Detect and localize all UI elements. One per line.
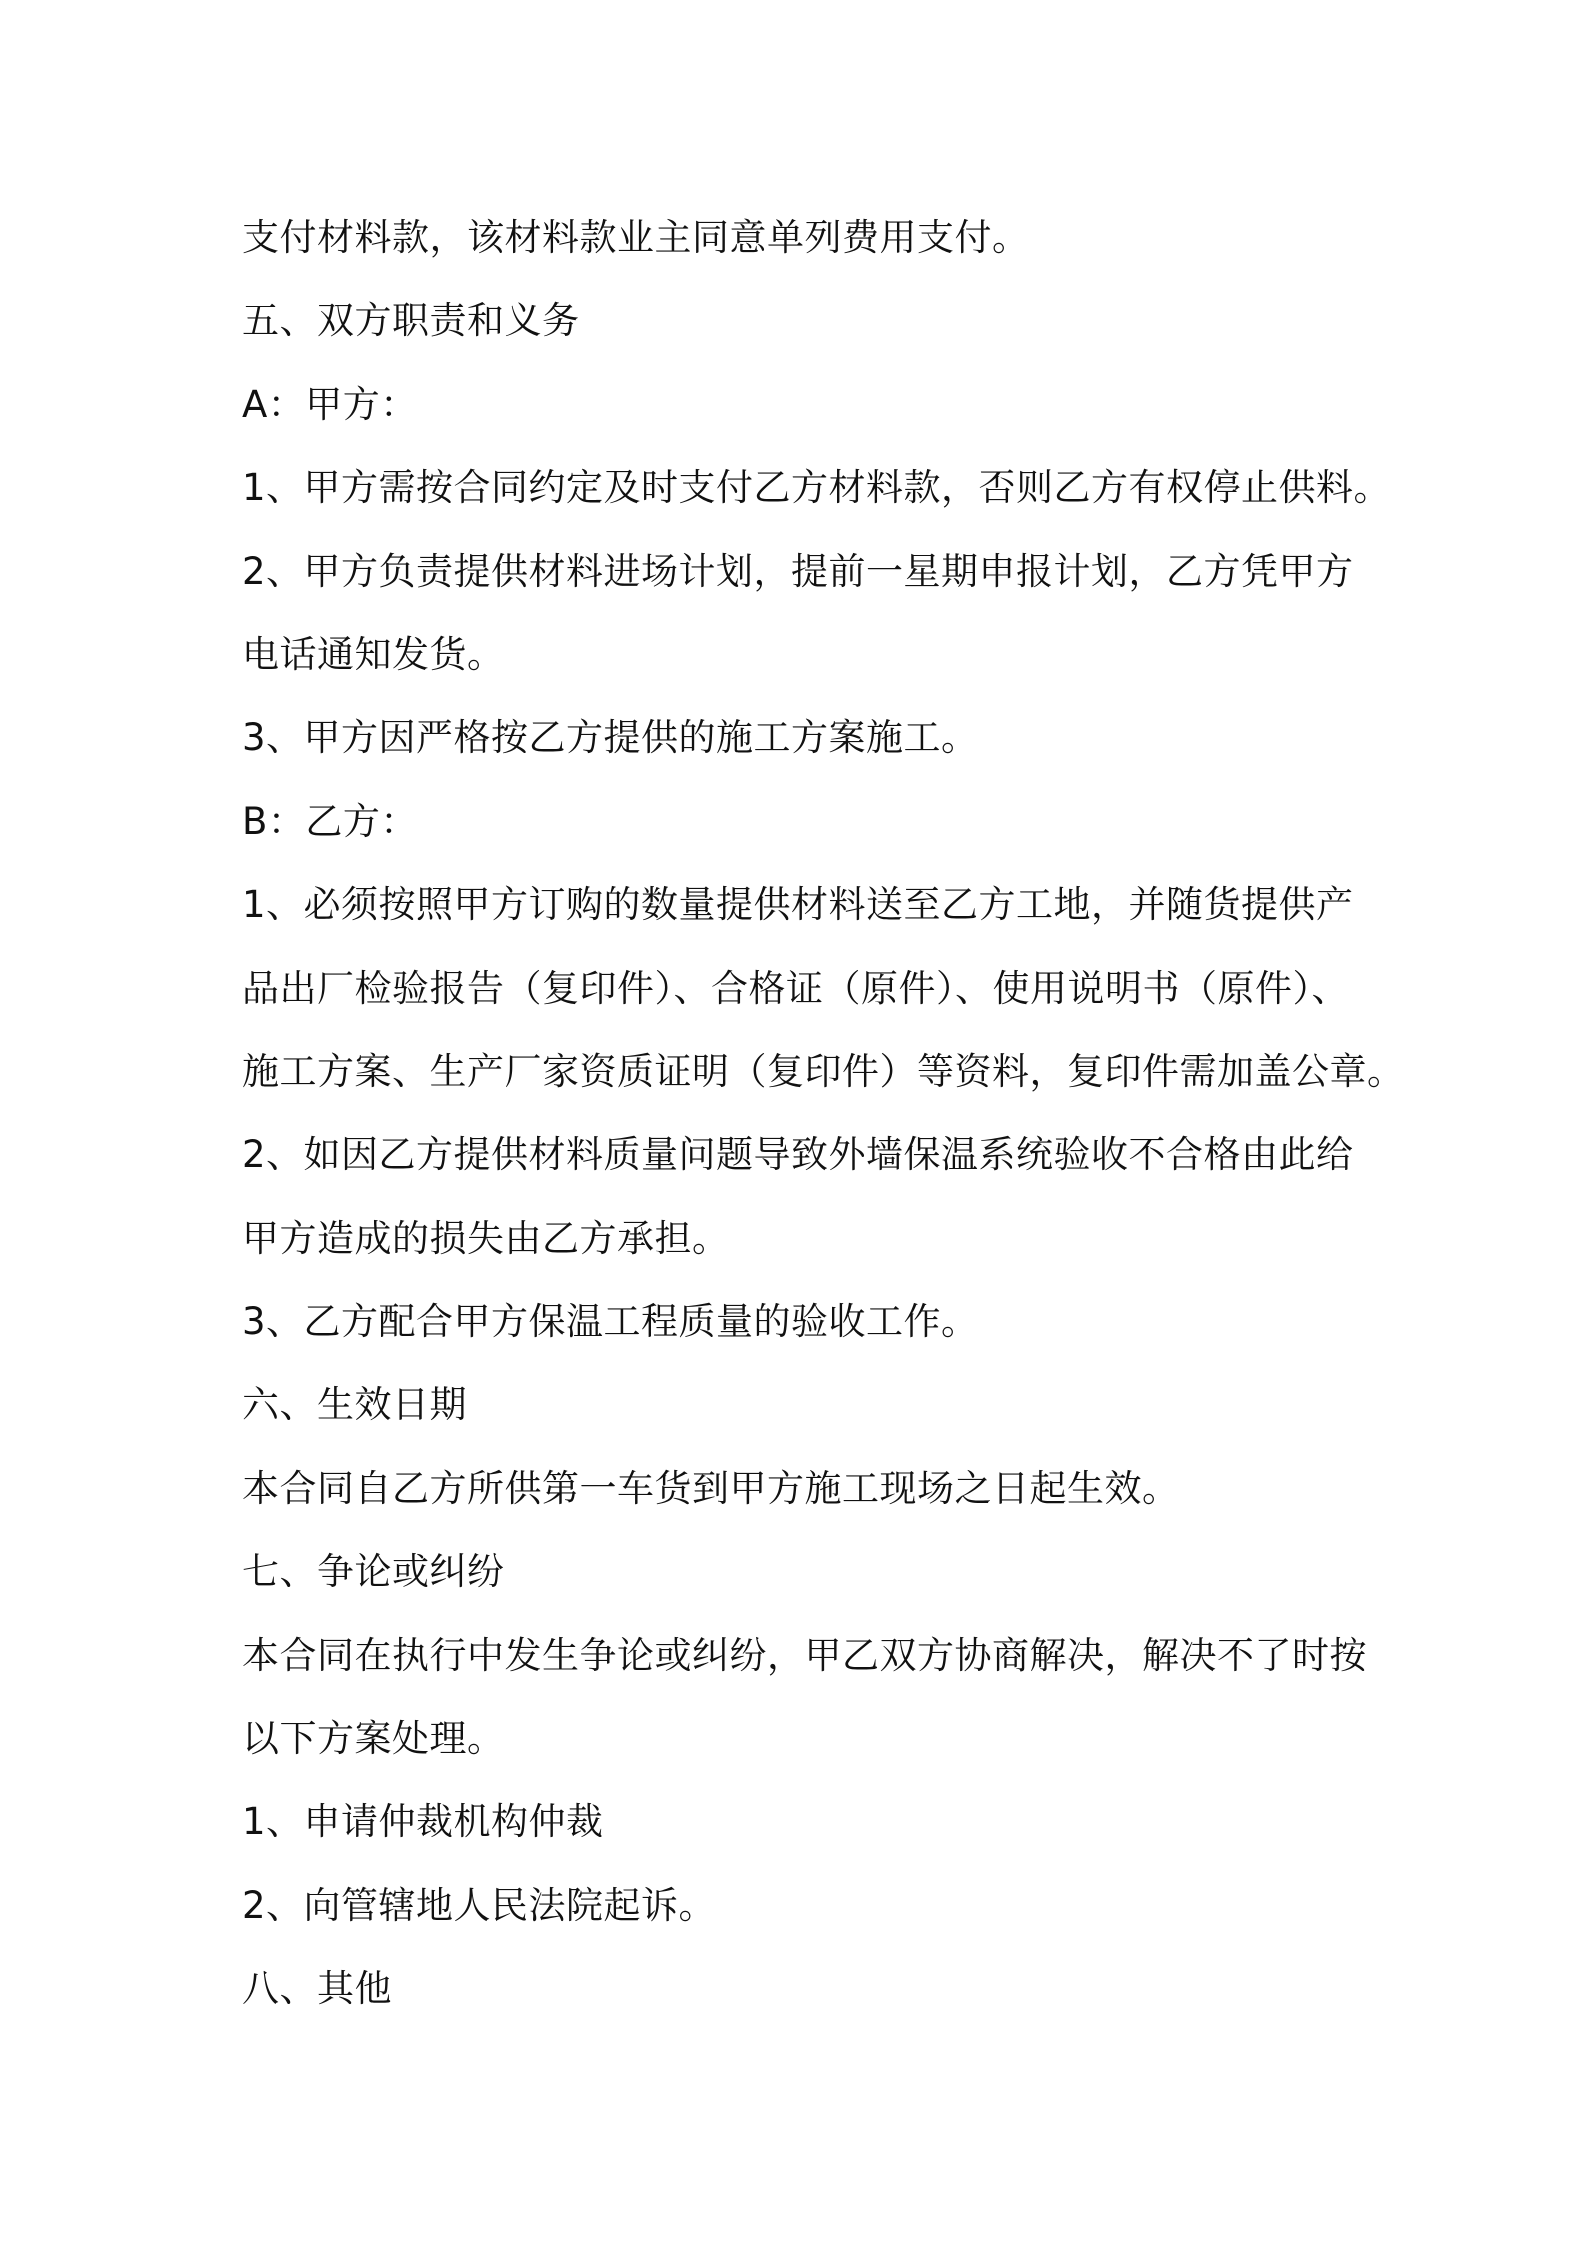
party-a-item-2-continuation: 电话通知发货。 — [242, 632, 505, 676]
disputes-clause-continuation: 以下方案处理。 — [242, 1717, 505, 1761]
party-b-item-1: 1、必须按照甲方订购的数量提供材料送至乙方工地，并随货提供产 — [242, 883, 1354, 927]
payment-clause-continuation: 支付材料款，该材料款业主同意单列费用支付。 — [242, 216, 1030, 259]
party-b-item-2: 2、如因乙方提供材料质量问题导致外墙保温系统验收不合格由此给 — [242, 1133, 1354, 1177]
party-b-item-3: 3、乙方配合甲方保温工程质量的验收工作。 — [242, 1300, 979, 1344]
section-heading-duties: 五、双方职责和义务 — [242, 299, 580, 343]
disputes-clause: 本合同在执行中发生争论或纠纷，甲乙双方协商解决，解决不了时按 — [242, 1633, 1367, 1677]
section-heading-other: 八、其他 — [242, 1967, 392, 2011]
section-heading-disputes: 七、争论或纠纷 — [242, 1550, 505, 1594]
subheading-party-a: A：甲方： — [242, 382, 418, 426]
party-b-item-2-continuation: 甲方造成的损失由乙方承担。 — [242, 1216, 730, 1260]
party-a-item-3: 3、甲方因严格按乙方提供的施工方案施工。 — [242, 716, 979, 760]
party-b-item-1-continuation-b: 施工方案、生产厂家资质证明（复印件）等资料，复印件需加盖公章。 — [242, 1049, 1405, 1093]
section-heading-effective-date: 六、生效日期 — [242, 1383, 467, 1427]
party-a-item-2: 2、甲方负责提供材料进场计划，提前一星期申报计划，乙方凭甲方 — [242, 549, 1354, 593]
document-body — [242, 196, 1405, 2031]
party-b-item-1-continuation-a: 品出厂检验报告（复印件）、合格证（原件）、使用说明书（原件）、 — [242, 966, 1349, 1010]
disputes-item-1: 1、申请仲裁机构仲裁 — [242, 1800, 604, 1844]
party-a-item-1: 1、甲方需按合同约定及时支付乙方材料款，否则乙方有权停止供料。 — [242, 466, 1392, 510]
subheading-party-b: B：乙方： — [242, 799, 418, 843]
effective-date-clause: 本合同自乙方所供第一车货到甲方施工现场之日起生效。 — [242, 1466, 1180, 1510]
disputes-item-2: 2、向管辖地人民法院起诉。 — [242, 1883, 717, 1927]
